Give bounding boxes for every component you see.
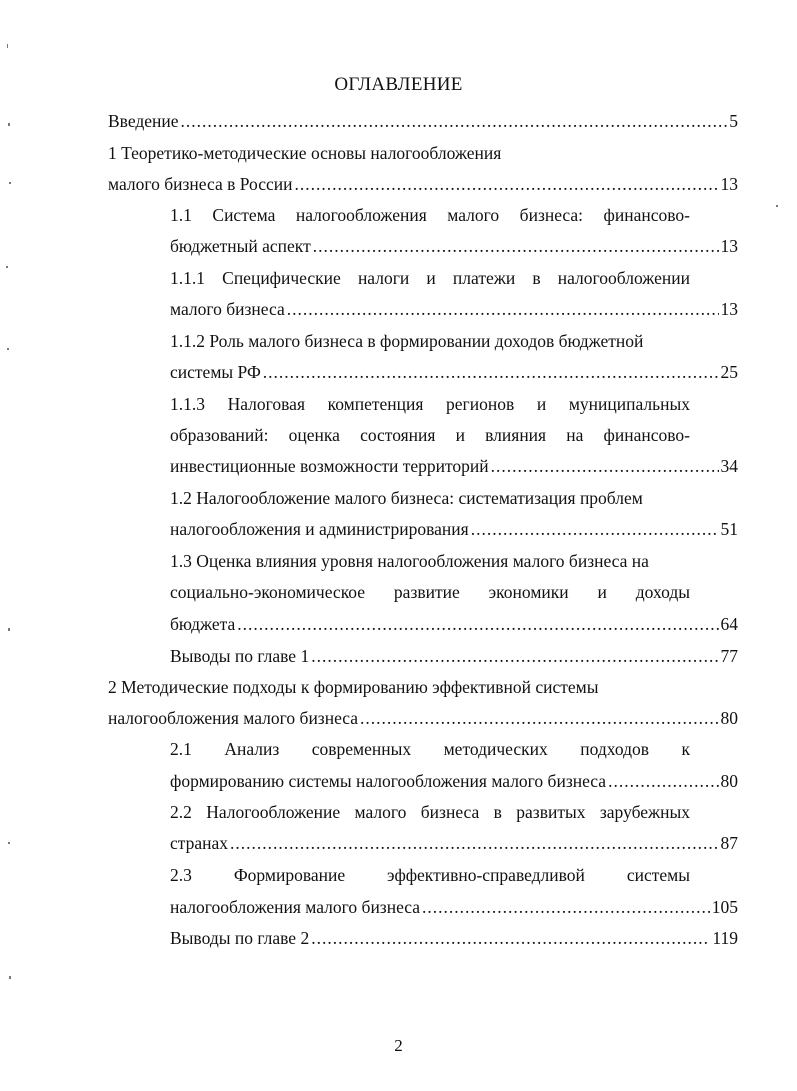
toc-entry-conclusions-2[interactable] (170, 926, 738, 950)
toc-entry-1-1-1-line1[interactable]: 1.1.1 Специфические налоги и платежи в налогообложении (170, 268, 690, 288)
toc-page-number: 80 (720, 771, 738, 791)
toc-entry-2-3[interactable] (170, 895, 738, 919)
toc-entry-ch2-line1[interactable]: 2 Методические подходы к формированию эффективной системы (108, 677, 599, 697)
toc-entry-1-3-line2[interactable]: социально-экономическое развитие экономики и доходы (170, 582, 690, 602)
toc-entry-conclusions-1[interactable] (170, 644, 738, 668)
toc-entry-text: Введение (108, 111, 179, 131)
toc-entry-text: Выводы по главе 1 (170, 646, 310, 666)
scan-speck (776, 205, 778, 207)
toc-entry-ch1[interactable] (108, 172, 738, 196)
toc-entry-text: системы РФ (170, 362, 261, 382)
toc-page-number: 13 (720, 174, 738, 194)
toc-page-number: 87 (720, 833, 738, 853)
toc-leader-dots (287, 297, 719, 321)
toc-entry-2-1[interactable] (170, 769, 738, 793)
toc-entry-2-2-line1[interactable]: 2.2 Налогообложение малого бизнеса в развитых зарубежных (170, 802, 690, 822)
toc-leader-dots (360, 706, 718, 730)
toc-entry-text: бюджетный аспект (170, 236, 311, 256)
toc-leader-dots (313, 234, 719, 258)
toc-page-number: 13 (720, 236, 738, 256)
toc-entry-text: малого бизнеса (170, 299, 285, 319)
toc-leader-dots (311, 644, 718, 668)
toc-entry-2-2[interactable] (170, 831, 738, 855)
toc-page-number: 34 (720, 456, 738, 476)
page-number: 2 (394, 1036, 403, 1055)
toc-entry-1-2[interactable] (170, 517, 738, 541)
toc-entry-1-2-line1[interactable]: 1.2 Налогообложение малого бизнеса: систематизация проблем (170, 488, 643, 508)
toc-entry-text: бюджета (170, 614, 236, 634)
toc-entry-text: налогообложения малого бизнеса (170, 897, 421, 917)
toc-entry-intro[interactable] (108, 109, 738, 133)
toc-leader-dots (311, 926, 710, 950)
toc-entry-2-3-line1[interactable]: 2.3 Формирование эффективно-справедливой системы (170, 865, 690, 885)
toc-entry-1-1[interactable] (170, 234, 738, 258)
toc-page-number: 25 (720, 362, 738, 382)
scan-speck (7, 348, 9, 350)
toc-entry-1-1-3-line1[interactable]: 1.1.3 Налоговая компетенция регионов и муниципальных (170, 394, 690, 414)
scan-speck (8, 123, 10, 126)
toc-entry-1-3[interactable] (170, 612, 738, 636)
toc-entry-text: странах (170, 833, 229, 853)
toc-leader-dots (491, 454, 719, 478)
toc-page-number: 64 (720, 614, 738, 634)
toc-entry-1-1-2-line1[interactable]: 1.1.2 Роль малого бизнеса в формировании доходов бюджетной (170, 331, 644, 351)
toc-page-number: 119 (712, 928, 738, 948)
toc-entry-ch2[interactable] (108, 706, 738, 730)
toc-entry-ch1-line1[interactable]: 1 Теоретико-методические основы налогообложения (108, 143, 502, 163)
toc-page-number: 80 (720, 708, 738, 728)
toc-entry-text: инвестиционные возможности территорий (170, 456, 489, 476)
scan-speck (7, 44, 8, 48)
toc-entry-1-1-1[interactable] (170, 297, 738, 321)
scan-speck (6, 266, 8, 268)
toc-leader-dots (471, 517, 719, 541)
scan-speck (8, 628, 10, 631)
scan-speck (9, 182, 11, 184)
toc-entry-text: формированию системы налогообложения малого бизнеса (170, 771, 607, 791)
toc-page-number: 51 (720, 519, 738, 539)
toc-leader-dots (295, 172, 719, 196)
toc-leader-dots (263, 360, 719, 384)
page-title: ОГЛАВЛЕНИЕ (334, 74, 463, 95)
scan-speck (8, 842, 10, 844)
toc-entry-text: налогообложения и администрирования (170, 519, 469, 539)
toc-entry-text: малого бизнеса в России (108, 174, 293, 194)
toc-entry-1-3-line1[interactable]: 1.3 Оценка влияния уровня налогообложения малого бизнеса на (170, 551, 649, 571)
toc-page-number: 77 (720, 646, 738, 666)
toc-entry-1-1-line1[interactable]: 1.1 Система налогообложения малого бизнеса: финансово- (170, 205, 690, 225)
toc-entry-text: налогообложения малого бизнеса (108, 708, 359, 728)
toc-leader-dots (181, 109, 728, 133)
toc-entry-1-1-3[interactable] (170, 454, 738, 478)
toc-page-number: 105 (711, 897, 738, 917)
scan-speck (9, 976, 11, 979)
toc-entry-1-1-3-line2[interactable]: образований: оценка состояния и влияния на финансово- (170, 425, 690, 445)
toc-entry-2-1-line1[interactable]: 2.1 Анализ современных методических подходов к (170, 739, 690, 759)
toc-leader-dots (230, 831, 718, 855)
toc-page-number: 13 (720, 299, 738, 319)
toc-leader-dots (608, 769, 718, 793)
toc-entry-text: Выводы по главе 2 (170, 928, 310, 948)
toc-leader-dots (422, 895, 710, 919)
toc-page-number: 5 (729, 111, 738, 131)
toc-leader-dots (237, 612, 718, 636)
toc-entry-1-1-2[interactable] (170, 360, 738, 384)
